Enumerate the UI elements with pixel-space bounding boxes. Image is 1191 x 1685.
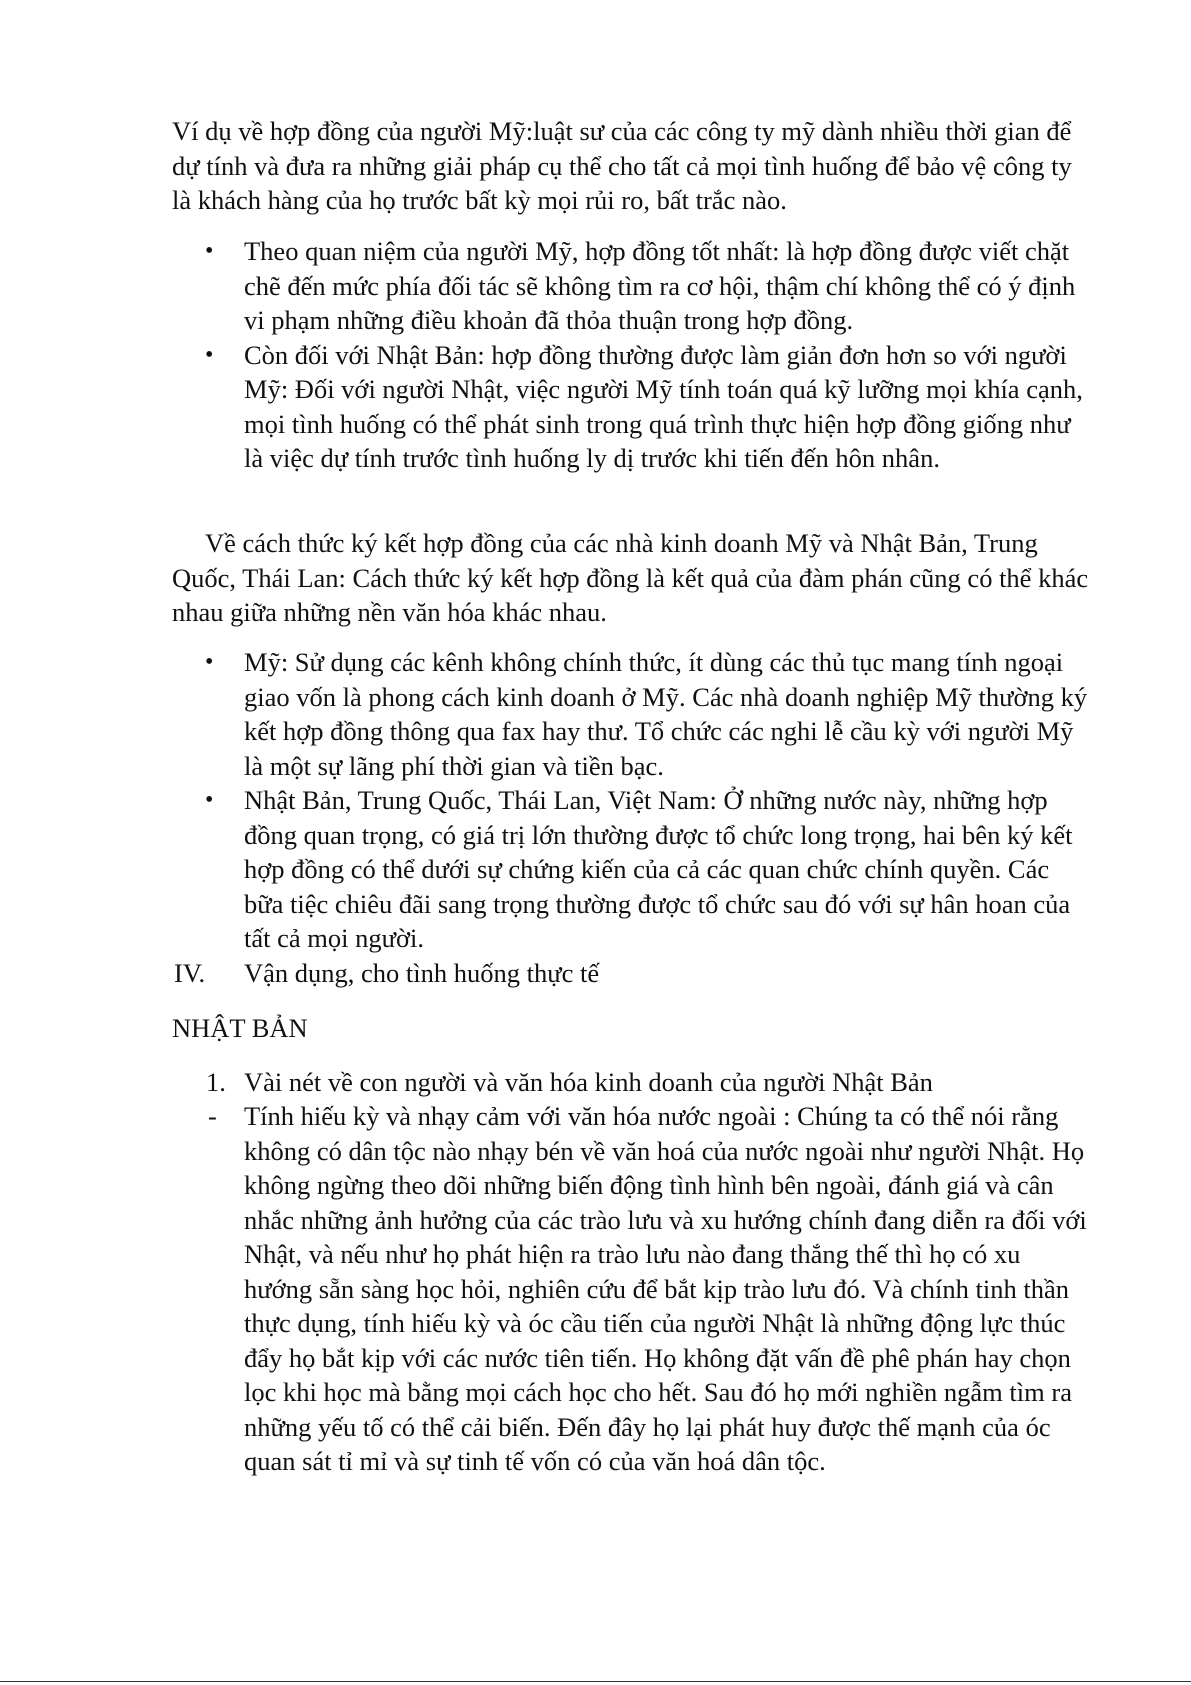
subsection-title: Vài nét về con người và văn hóa kinh doanh của người Nhật Bản [244, 1067, 933, 1097]
subsection-1-heading [172, 1065, 1092, 1100]
list-item-text: Theo quan niệm của người Mỹ, hợp đồng tốt nhất: là hợp đồng được viết chặt chẽ đến mức phía đối tác sẽ không tìm ra cơ hội, thậm chí không thể có ý định vi phạm những điều khoản đã thỏa thuận trong hợp đồng. [244, 236, 1076, 335]
list-item [172, 234, 1092, 338]
bullet-icon: • [205, 649, 214, 675]
subsection-heading-row [172, 1065, 1092, 1100]
detail-text: Tính hiếu kỳ và nhạy cảm với văn hóa nước ngoài : Chúng ta có thể nói rằng không có dân tộc nào nhạy bén về văn hoá của nước ngoài như người Nhật. Họ không ngừng theo dõi những biến động tình hình bên ngoài, đánh giá và cân nhắc những ảnh hưởng của các trào lưu và xu hướng chính đang diễn ra đối với Nhật, và nếu như họ phát hiện ra trào lưu nào đang thắng thế thì họ có xu hướng sẵn sàng học hỏi, nghiên cứu để bắt kịp trào lưu đó. Và chính tinh thần thực dụng, tính hiếu kỳ và óc cầu tiến của người Nhật là những động lực thúc đẩy họ bắt kịp với các nước tiên tiến. Họ không đặt vấn đề phê phán hay chọn lọc khi học mà bằng mọi cách học cho hết. Sau đó họ mới nghiền ngẫm tìm ra những yếu tố có thể cải biến. Đến đây họ lại phát huy được thế mạnh của óc quan sát tỉ mỉ và sự tinh tế vốn có của văn hoá dân tộc. [244, 1101, 1087, 1476]
section-title: Vận dụng, cho tình huống thực tế [244, 958, 600, 988]
section-iv-heading [172, 956, 1092, 991]
section-numeral: IV. [174, 958, 206, 988]
dash-marker: - [208, 1101, 217, 1131]
list-item-text: Nhật Bản, Trung Quốc, Thái Lan, Việt Nam: Ở những nước này, những hợp đồng quan trọng, có giá trị lớn thường được tổ chức long trọng, hai bên ký kết hợp đồng có thể dưới sự chứng kiến của cả các quan chức chính quyền. Các bữa tiệc chiêu đãi sang trọng thường được tổ chức sau đó với sự hân hoan của tất cả mọi người. [244, 785, 1073, 953]
subsection-number: 1. [206, 1067, 226, 1097]
list-item [172, 1099, 1092, 1479]
intro-paragraph: Ví dụ về hợp đồng của người Mỹ:luật sư của các công ty mỹ dành nhiều thời gian để dự tính và đưa ra những giải pháp cụ thể cho tất cả mọi tình huống để bảo vệ công ty là khách hàng của họ trước bất kỳ mọi rủi ro, bất trắc nào. [172, 116, 1072, 215]
country-heading: NHẬT BẢN [172, 1013, 308, 1043]
bullet-icon: • [205, 238, 214, 264]
signing-paragraph: Về cách thức ký kết hợp đồng của các nhà kinh doanh Mỹ và Nhật Bản, Trung Quốc, Thái Lan: Cách thức ký kết hợp đồng là kết quả của đàm phán cũng có thể khác nhau giữa những nền văn hóa khác nhau. [172, 528, 1089, 627]
section-heading-row [172, 956, 1092, 991]
page-bottom-rule [0, 1681, 1191, 1682]
list-item-text: Còn đối với Nhật Bản: hợp đồng thường được làm giản đơn hơn so với người Mỹ: Đối với người Nhật, việc người Mỹ tính toán quá kỹ lưỡng mọi khía cạnh, mọi tình huống có thể phát sinh trong quá trình thực hiện hợp đồng giống như là việc dự tính trước tình huống ly dị trước khi tiến đến hôn nhân. [244, 339, 1083, 473]
list-item [172, 645, 1092, 783]
list-item [172, 783, 1092, 956]
bullet-icon: • [205, 787, 214, 813]
bullet-icon: • [205, 341, 214, 368]
contract-views-list [172, 234, 1092, 476]
signing-styles-list [172, 645, 1092, 956]
list-item-text: Mỹ: Sử dụng các kênh không chính thức, ít dùng các thủ tục mang tính ngoại giao vốn là phong cách kinh doanh ở Mỹ. Các nhà doanh nghiệp Mỹ thường ký kết hợp đồng thông qua fax hay thư. Tổ chức các nghi lễ cầu kỳ với người Mỹ là một sự lãng phí thời gian và tiền bạc. [244, 647, 1088, 781]
detail-list [172, 1099, 1092, 1479]
list-item [172, 338, 1092, 476]
